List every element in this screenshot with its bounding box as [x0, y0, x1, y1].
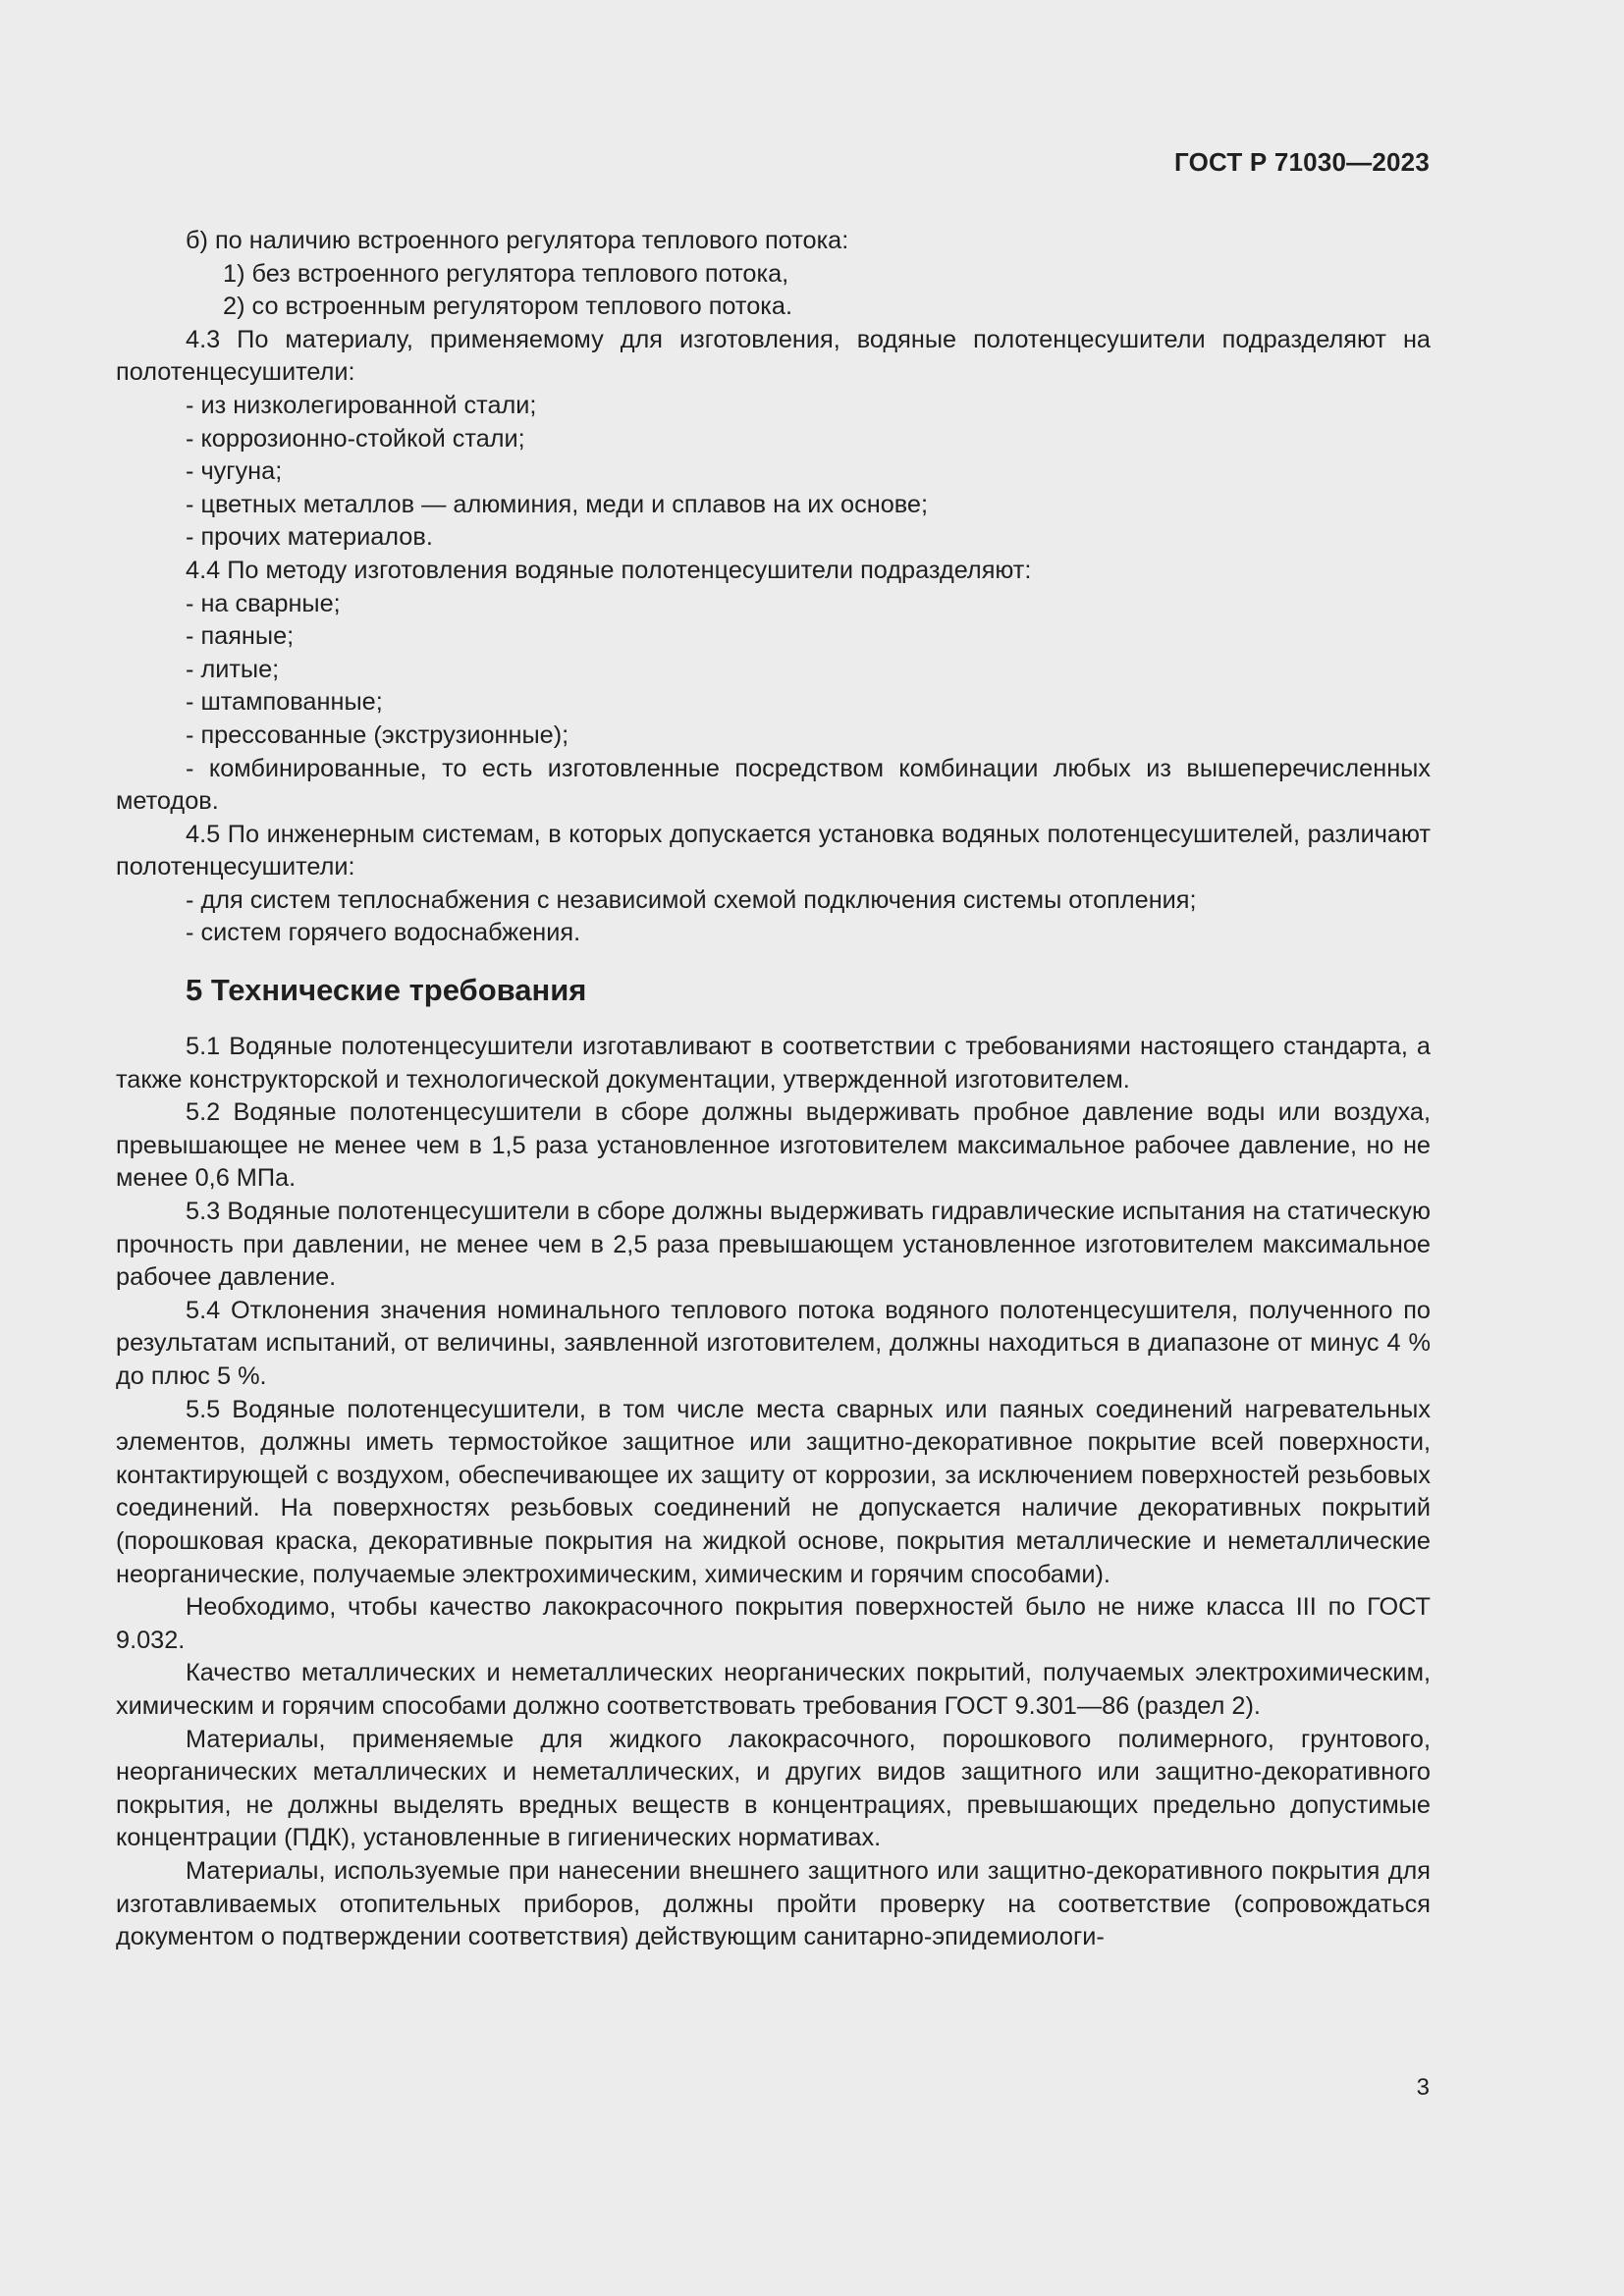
list-item: - комбинированные, то есть изготовленные посредством комбинации любых из вышеперечисленных методов. — [116, 754, 1431, 816]
page-number: 3 — [1416, 2074, 1430, 2101]
list-item: 1) без встроенного регулятора теплового потока, — [223, 259, 789, 288]
clause-5-3: 5.3 Водяные полотенцесушители в сборе должны выдерживать гидравлические испытания на статическую прочность при давлении, не менее чем в 2,5 раза превышающем установленное изготовителем максимальное рабочее давление. — [116, 1198, 1431, 1292]
list-item: - литые; — [186, 655, 280, 683]
list-item: - цветных металлов — алюминия, меди и сплавов на их основе; — [186, 490, 929, 518]
list-item: - систем горячего водоснабжения. — [186, 919, 581, 947]
list-item: - паяные; — [186, 622, 295, 651]
paragraph-metal-coatings: Качество металлических и неметаллических неорганических покрытий, получаемых электрохимическим, химическим и горячим способами должно соответствовать требования ГОСТ 9.301—86 (раздел 2). — [116, 1659, 1431, 1720]
clause-4-3: 4.3 По материалу, применяемому для изготовления, водяные полотенцесушители подразделяют на полотенцесушители: — [116, 325, 1431, 387]
paragraph-coating-materials: Материалы, применяемые для жидкого лакокрасочного, порошкового полимерного, грунтового, неорганических металлических и неметаллических, и других видов защитного или защитно-декоративного покрытия, не должны выделять вредных веществ в концентрациях, превышающих предельно допустимые концентрации (ПДК), установленные в гигиенических нормативах. — [116, 1725, 1431, 1852]
list-item: - коррозионно-стойкой стали; — [186, 424, 525, 453]
list-item: 2) со встроенным регулятором теплового потока. — [223, 293, 793, 321]
list-item: - прочих материалов. — [186, 523, 433, 552]
list-item: - из низколегированной стали; — [186, 391, 537, 419]
list-item: - чугуна; — [186, 457, 283, 486]
list-item: - прессованные (экструзионные); — [186, 721, 569, 749]
document-body — [116, 225, 1431, 1954]
subclause-b-intro: б) по наличию встроенного регулятора теплового потока: — [186, 227, 849, 254]
clause-5-5: 5.5 Водяные полотенцесушители, в том числе места сварных или паяных соединений нагревательных элементов, должны иметь термостойкое защитное или защитно-декоративное покрытие всей поверхности, контактирующей с воздухом, обеспечивающее их защиту от коррозии, за исключением поверхностей резьбовых соединений. На поверхностях резьбовых соединений не допускается наличие декоративных покрытий (порошковая краска, декоративные покрытия на жидкой основе, покрытия металлические и неметаллические неорганические, получаемые электрохимическим, химическим и горячим способами). — [116, 1395, 1431, 1588]
paragraph-paint-quality: Необходимо, чтобы качество лакокрасочного покрытия поверхностей было не ниже класса III по ГОСТ 9.032. — [116, 1593, 1431, 1654]
list-item: - штампованные; — [186, 688, 383, 717]
clause-5-2: 5.2 Водяные полотенцесушители в сборе должны выдерживать пробное давление воды или воздуха, превышающее не менее чем в 1,5 раза установленное изготовителем максимальное рабочее давление, но не менее 0,6 МПа. — [116, 1098, 1431, 1193]
list-item: - на сварные; — [186, 589, 341, 617]
document-code: ГОСТ Р 71030—2023 — [1174, 147, 1430, 177]
clause-5-1: 5.1 Водяные полотенцесушители изготавливают в соответствии с требованиями настоящего стандарта, а также конструкторской и технологической документации, утвержденной изготовителем. — [116, 1033, 1431, 1094]
clause-4-5: 4.5 По инженерным системам, в которых допускается установка водяных полотенцесушителей, различают полотенцесушители: — [116, 820, 1431, 881]
section-heading: 5 Технические требования — [186, 973, 587, 1008]
list-item: - для систем теплоснабжения с независимой схемой подключения системы отопления; — [186, 885, 1197, 914]
paragraph-external-coating: Материалы, используемые при нанесении внешнего защитного или защитно-декоративного покрытия для изготавливаемых отопительных приборов, должны пройти проверку на соответствие (сопровождаться документом о подтверждении соответствия) действующим санитарно-эпидемиологи- — [116, 1856, 1431, 1951]
clause-4-4: 4.4 По методу изготовления водяные полотенцесушители подразделяют: — [186, 556, 1032, 584]
clause-5-4: 5.4 Отклонения значения номинального теплового потока водяного полотенцесушителя, полученного по результатам испытаний, от величины, заявленной изготовителем, должны находиться в диапазоне от минус 4 % до плюс 5 %. — [116, 1296, 1431, 1390]
